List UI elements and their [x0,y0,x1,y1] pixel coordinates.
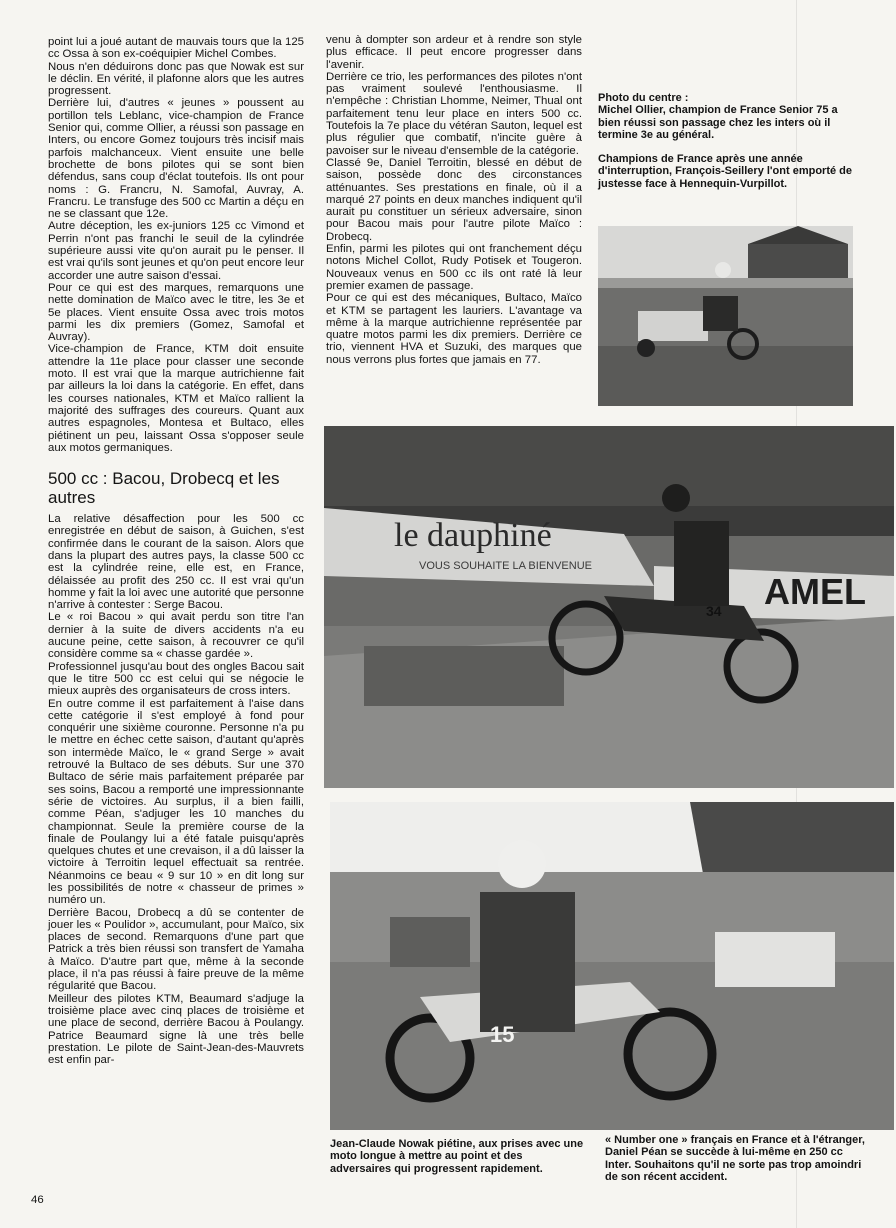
text-column-middle [326,34,582,366]
paragraph: Derrière lui, d'autres « jeunes » poussent au portillon tels Leblanc, vice-champion de France Senior qui, comme Ollier, a réussi son passage en Inters, ou encore Gomez toujours très incisif mais parfois malchanceux. Vient ensuite une belle brochette de bons pilotes qui se sont bien défendus, sans coup d'éclat toutefois. Ils ont pour noms : G. Francru, N. Samofal, Auvray, A. Francru. Le transfuge des 500 cc Martin a déçu en ne se classant que 12e. [48,97,304,221]
page-number: 46 [31,1194,44,1206]
motocross-jump-photo [324,426,894,788]
paragraph: Vice-champion de France, KTM doit ensuite attendre la 11e place pour classer une seconde moto. Il est vrai que la marque autrichienne fait par ailleurs la loi dans la catégorie. En effet, dans les courses nationales, KTM et Maïco rallient la majorité des suffrages des coureurs. Quant aux autres espagnoles, Montesa et Bultaco, elles piétinent un peu, laissant Ossa s'opposer seule aux motos germaniques. [48,343,304,454]
caption-nowak: Jean-Claude Nowak piétine, aux prises avec une moto longue à mettre au point et des adversaires qui progressent rapidement. [330,1138,584,1175]
paragraph: Pour ce qui est des mécaniques, Bultaco, Maïco et KTM se partagent les lauriers. L'avantage va même à la marque autrichienne représentée par quatre motos parmi les dix premiers. Derrière ce trio, viennent HVA et Suzuki, des marques que nous verrons plus fortes que jamais en 77. [326,292,582,366]
banner-text-right: AMEL [764,571,866,612]
sidecar-photo [598,226,853,406]
paragraph: Classé 9e, Daniel Terroitin, blessé en début de saison, possède donc des circonstances atténuantes. Ses prestations en finale, où il a marqué 27 points en deux manches indiquent qu'il aurait pu constituer un sérieux adversaire, sinon pour Bacou mais pour l'autre pilote Maïco : Drobecq. [326,156,582,243]
banner-subtext: VOUS SOUHAITE LA BIENVENUE [419,560,592,572]
paragraph: venu à dompter son ardeur et à rendre son style plus efficace. Il peut encore progresser dans l'avenir. [326,34,582,71]
race-number: 15 [490,1022,515,1047]
paragraph: La relative désaffection pour les 500 cc enregistrée en début de saison, à Guichen, s'est confirmée dans le courant de la saison. Alors que dans la plupart des autres pays, la classe 500 cc est la cylindrée reine, elle est, en France, délaissée au profit des 250 cc. Il est vrai qu'un homme y fait la loi avec une autorité que personne n'arrive à contester : Serge Bacou. [48,513,304,612]
paragraph: Derrière ce trio, les performances des pilotes n'ont pas vraiment soulevé l'enthousiasme. Il n'empêche : Christian Lhomme, Neimer, Thual ont parfaitement tenu leur place en inters 500 cc. Toutefois la 7e place du vétéran Sauton, lequel est plus régulier que combatif, n'incite guère à pavoiser sur le niveau d'ensemble de la catégorie. [326,70,582,157]
paragraph: En outre comme il est parfaitement à l'aise dans cette catégorie il s'est employé à fond pour conquérir une sixième couronne. Personne n'a pu le mettre en échec cette saison, d'autant qu'après son intermède Maïco, le « grand Serge » avait retrouvé la Bultaco de ses débuts. Sur une 370 Bultaco de série mais parfaitement préparée par ses soins, Bacou a remporté une impressionnante série de victoires. Au surplus, il a bien failli, comme Péan, s'adjuger les 10 manches du championnat. Seule la première course de la finale de Poulangy lui a été fatale puisqu'après quelques chutes et une crevaison, il a dû laisser la victoire à Terroitin lequel effectuait sa rentrée. Néanmoins ce beau « 9 sur 10 » en dit long sur les possibilités de notre « chasseur de primes » numéro un. [48,697,304,907]
caption-pean: « Number one » français en France et à l'étranger, Daniel Péan se succède à lui-même en 250 cc Inter. Souhaitons qu'il ne sorte pas trop amoindri de son récent accident. [605,1134,865,1183]
paragraph: Le « roi Bacou » qui avait perdu son titre l'an dernier à la suite de divers accidents n'a eu aucune peine, cette saison, à recouvrer ce qu'il considère comme sa « chasse gardée ». [48,611,304,661]
paragraph: point lui a joué autant de mauvais tours que la 125 cc Ossa à son ex-coéquipier Michel Combes. [48,36,304,61]
nowak-photo [330,802,894,1130]
paragraph: Enfin, parmi les pilotes qui ont franchement déçu notons Michel Collot, Rudy Potisek et Tougeron. Nouveaux venus en 500 cc ils ont raté là leur premier examen de passage. [326,243,582,292]
race-number: 34 [706,603,722,619]
paragraph: Derrière Bacou, Drobecq a dû se contenter de jouer les « Poulidor », accumulant, pour Maïco, six places de second. Remarquons d'une part que Patrick a très bien réussi son transfert de Yamaha à Maïco. D'autre part que, même à la seconde place, il n'a pas réussi à faire preuve de la même régularité que Bacou. [48,906,304,993]
paragraph: Meilleur des pilotes KTM, Beaumard s'adjuge la troisième place avec cinq places de troisième et une place de second, derrière Bacou à Poulangy. Patrice Beaumard signe là une très belle prestation. Le pilote de Saint-Jean-des-Mauvrets est enfin par- [48,992,304,1067]
section-heading: 500 cc : Bacou, Drobecq et les autres [48,469,280,507]
paragraph: Autre déception, les ex-juniors 125 cc Vimond et Perrin n'ont pas franchi le seuil de la cylindrée supérieure aussi vite qu'on aurait pu le penser. Il est vrai qu'ils sont jeunes et qu'on peut encore leur accorder une autre saison d'essai. [48,220,304,282]
banner-text: le dauphiné [394,517,552,554]
caption-center-photo [598,92,860,190]
paragraph: Pour ce qui est des marques, remarquons une nette domination de Maïco avec le titre, les 3e et 5e places. Vient ensuite Ossa avec trois motos parmi les dix premiers (Gomez, Samofal et Auvray). [48,281,304,344]
caption-title: Photo du centre : [598,92,689,104]
paragraph: Professionnel jusqu'au bout des ongles Bacou sait que le titre 500 cc est celui qui se négocie le mieux auprès des organisateurs de cross inters. [48,660,304,698]
caption-text: Champions de France après une année d'interruption, François-Seillery l'ont emporté de justesse face à Hennequin-Vurpillot. [598,153,852,190]
paragraph: Nous n'en déduirons donc pas que Nowak est sur le déclin. En vérité, il plafonne alors que les autres progressent. [48,60,304,98]
text-column-left [48,36,304,1066]
caption-text: Michel Ollier, champion de France Senior 75 a bien réussi son passage chez les inters où il termine 3e au général. [598,104,838,141]
